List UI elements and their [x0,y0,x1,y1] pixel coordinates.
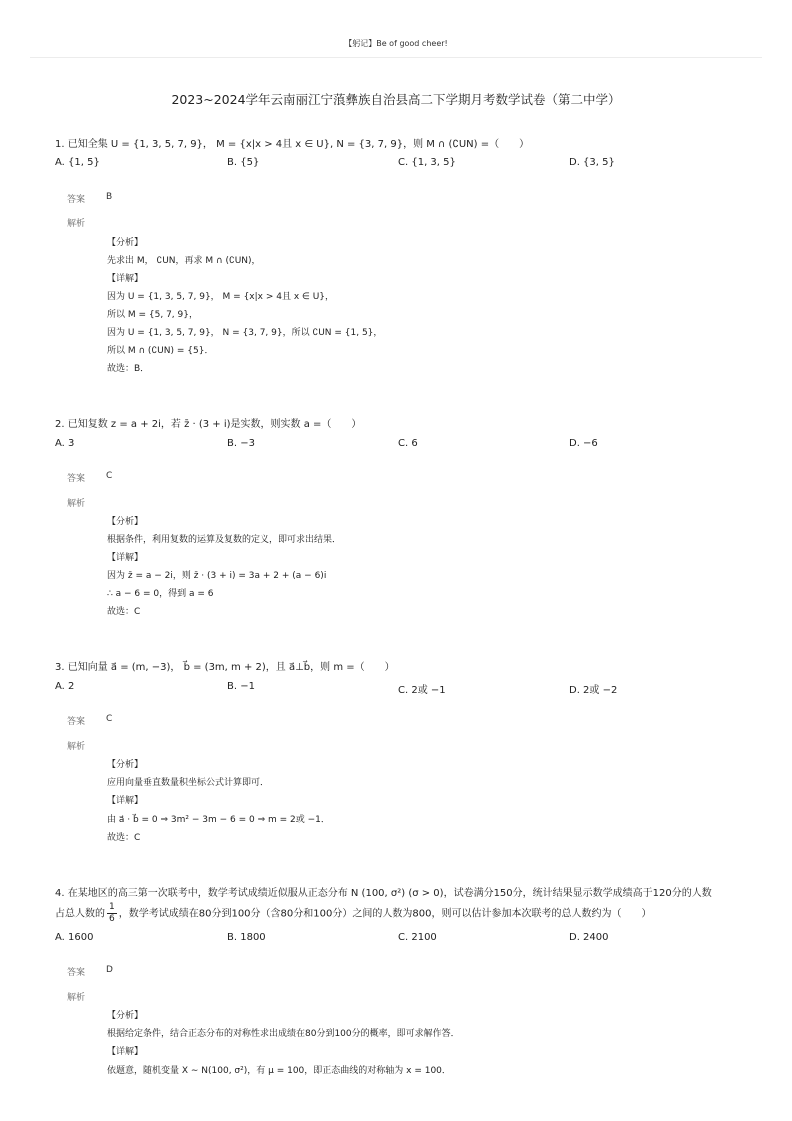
question-1-explain-line: 【分析】 [107,238,144,248]
question-3-stem: 3. 已知向量 a⃗ = (m, −3)， b⃗ = (3m, m + 2)，且 a⃗⊥b⃗，则 m =（ ） [55,662,395,673]
question-2-explain-line: 【分析】 [107,517,144,527]
question-4-stem-prefix: 占总人数的 [55,908,105,920]
question-1-explain-line: 因为 U = {1, 3, 5, 7, 9}， M = {x|x > 4且 x ∈ U}， [107,292,335,302]
question-2-option-b: B. −3 [227,438,255,449]
question-1-explain-line: 所以 M ∩ (∁UN) = {5}． [107,346,214,356]
question-2-explain-line: 根据条件，利用复数的运算及复数的定义，即可求出结果． [107,535,342,545]
question-1-option-c: C. {1, 3, 5} [398,157,456,168]
question-3-option-a: A. 2 [55,681,75,692]
question-4-explain-line: 【详解】 [107,1047,144,1057]
question-2-stem: 2. 已知复数 z = a + 2i，若 z̄ · (3 + i)是实数，则实数 a =（ ） [55,419,362,430]
question-1-stem: 1. 已知全集 U = {1, 3, 5, 7, 9}， M = {x|x > 4且 x ∈ U}, N = {3, 7, 9}，则 M ∩ (∁UN) =（ ） [55,139,530,150]
question-4-explain-line: 【分析】 [107,1011,144,1021]
question-4-option-b: B. 1800 [227,932,266,943]
question-2-option-d: D. −6 [569,438,598,449]
question-4-stem-suffix: ，数学考试成绩在80分到100分（含80分和100分）之间的人数为800，则可以估计参加本次联考的总人数约为（ ） [118,908,652,920]
question-3-explain-line: 【详解】 [107,796,144,806]
header-divider [30,57,762,58]
question-1-explain-line: 【详解】 [107,274,144,284]
page-header: 【躬记】Be of good cheer! [344,39,448,48]
question-2-analysis-label: 解析 [67,499,86,509]
question-2-answer-label: 答案 [67,474,86,484]
question-1-explain-line: 先求出 M， ∁UN，再求 M ∩ (∁UN)， [107,256,261,266]
question-2-explain-line: 因为 z̄ = a − 2i，则 z̄ · (3 + i) = 3a + 2 + (a − 6)i [107,571,327,581]
question-2-option-a: A. 3 [55,438,75,449]
question-1-explain-line: 因为 U = {1, 3, 5, 7, 9}， N = {3, 7, 9}，所以 ∁UN = {1, 5}， [107,328,383,338]
question-4-explain-line: 根据给定条件，结合正态分布的对称性求出成绩在80分到100分的概率，即可求解作答． [107,1029,460,1039]
question-3-option-b: B. −1 [227,681,255,692]
question-4-option-c: C. 2100 [398,932,437,943]
question-3-explain-line: 由 a⃗ · b⃗ = 0 ⇒ 3m² − 3m − 6 = 0 ⇒ m = 2或 −1． [107,815,330,825]
question-4-stem-line-2 [55,902,651,925]
question-4-option-a: A. 1600 [55,932,94,943]
question-1-answer-label: 答案 [67,195,86,205]
question-3-option-c: C. 2或 −1 [398,685,446,696]
question-3-answer: C [106,714,113,724]
question-2-explain-line: ∴ a − 6 = 0，得到 a = 6 [107,589,214,599]
question-2-option-c: C. 6 [398,438,418,449]
page-title: 2023~2024学年云南丽江宁蒗彝族自治县高二下学期月考数学试卷（第二中学） [171,92,621,107]
question-1-explain-line: 所以 M = {5, 7, 9}， [107,310,198,320]
fraction-denominator: 6 [109,914,115,924]
one-sixth-fraction [107,902,117,925]
question-3-explain-line: 【分析】 [107,760,144,770]
question-3-explain-line: 故选：C [107,833,141,843]
question-3-option-d: D. 2或 −2 [569,685,618,696]
question-4-explain-line: 依题意，随机变量 X ∼ N(100, σ²)，有 μ = 100，即正态曲线的对称轴为 x = 100． [107,1066,451,1076]
question-1-option-a: A. {1, 5} [55,157,100,168]
question-3-analysis-label: 解析 [67,742,86,752]
question-4-option-d: D. 2400 [569,932,609,943]
fraction-numerator: 1 [109,902,115,912]
question-4-answer: D [106,965,113,975]
question-2-explain-line: 故选：C [107,607,141,617]
question-4-analysis-label: 解析 [67,993,86,1003]
question-1-analysis-label: 解析 [67,219,86,229]
question-1-explain-line: 故选：B． [107,364,150,374]
question-4-answer-label: 答案 [67,968,86,978]
question-2-explain-line: 【详解】 [107,553,144,563]
question-4-stem-line-1: 4. 在某地区的高三第一次联考中，数学考试成绩近似服从正态分布 N (100, σ²) (σ > 0)，试卷满分150分，统计结果显示数学成绩高于120分的人数 [55,888,712,899]
question-1-option-b: B. {5} [227,157,260,168]
question-1-option-d: D. {3, 5} [569,157,615,168]
question-1-answer: B [106,192,113,202]
question-2-answer: C [106,471,113,481]
question-3-answer-label: 答案 [67,717,86,727]
question-3-explain-line: 应用向量垂直数量积坐标公式计算即可． [107,778,270,788]
